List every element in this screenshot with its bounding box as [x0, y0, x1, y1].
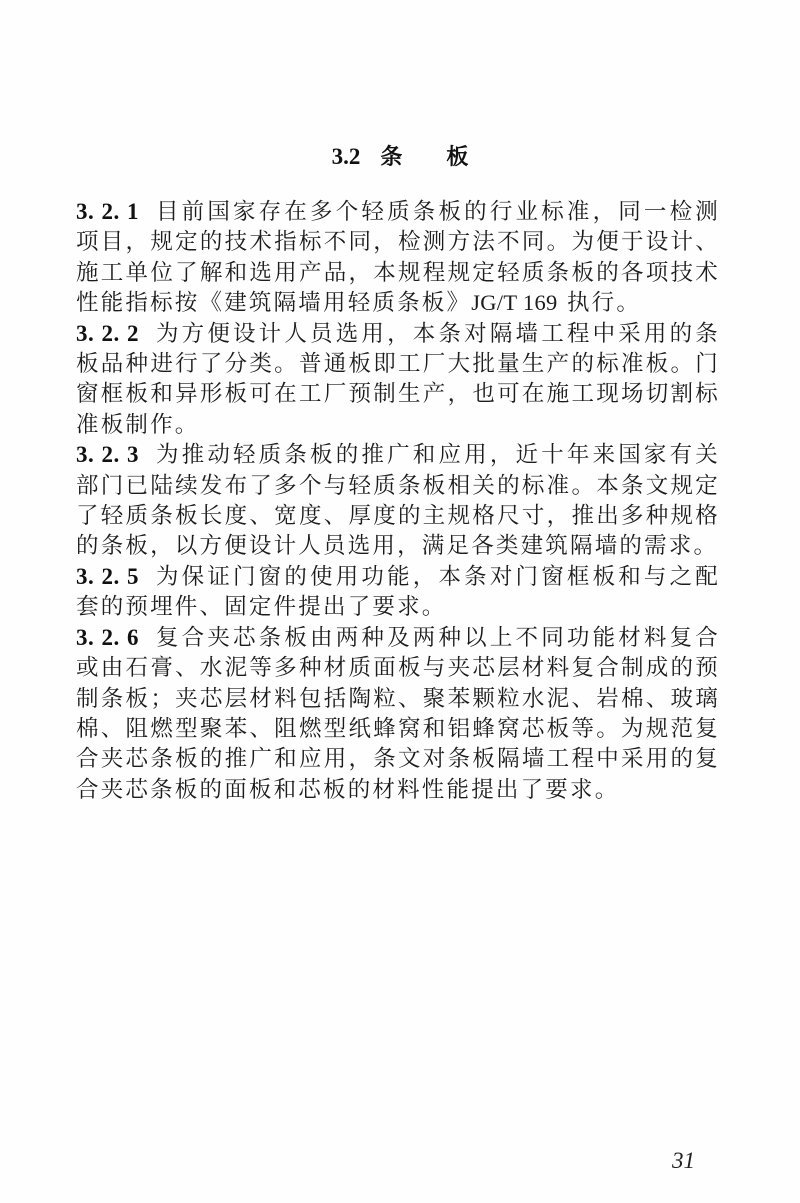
- clause-3-2-2: [76, 319, 720, 441]
- clause-text: 复合夹芯条板由两种及两种以上不同功能材料复合或由石膏、水泥等多种材质面板与夹芯层材料复合制成的预制条板；夹芯层材料包括陶粒、聚苯颗粒水泥、岩棉、玻璃棉、阻燃型聚苯、阻燃型纸蜂窝和铝蜂窝芯板等。为规范复合夹芯条板的推广和应用，条文对条板隔墙工程中采用的复合夹芯条板的面板和芯板的材料性能提出了要求。: [76, 624, 720, 803]
- section-heading: [0, 140, 800, 174]
- page-number: 31: [672, 1148, 695, 1173]
- standard-code: JG/T 169: [471, 290, 558, 316]
- clause-3-2-3: [76, 440, 720, 562]
- clauses-body: [76, 197, 720, 805]
- clause-text: 为保证门窗的使用功能，本条对门窗框板和与之配套的预埋件、固定件提出了要求。: [76, 563, 720, 621]
- section-number: 3.2: [331, 144, 361, 169]
- clause-number: 3. 2. 3: [76, 442, 139, 468]
- section-title-char-2: 板: [446, 144, 469, 170]
- clause-3-2-6: [76, 623, 720, 805]
- clause-number: 3. 2. 2: [76, 320, 139, 346]
- section-title-char-1: 条: [380, 144, 403, 170]
- clause-3-2-5: [76, 562, 720, 623]
- clause-text: 为方便设计人员选用，本条对隔墙工程中采用的条板品种进行了分类。普通板即工厂大批量生产的标准板。门窗框板和异形板可在工厂预制生产，也可在施工现场切割标准板制作。: [76, 320, 720, 438]
- clause-number: 3. 2. 6: [76, 624, 139, 650]
- clause-3-2-1: [76, 197, 720, 319]
- clause-text: 目前国家存在多个轻质条板的行业标准，同一检测项目，规定的技术指标不同，检测方法不同。为便于设计、施工单位了解和选用产品，本规程规定轻质条板的各项技术性能指标按《建筑隔墙用轻质条板》: [76, 199, 720, 317]
- clause-text-end: 执行。: [566, 290, 642, 317]
- clause-text: 为推动轻质条板的推广和应用，近十年来国家有关部门已陆续发布了多个与轻质条板相关的标准。本条文规定了轻质条板长度、宽度、厚度的主规格尺寸，推出多种规格的条板，以方便设计人员选用，满足各类建筑隔墙的需求。: [76, 442, 720, 560]
- clause-number: 3. 2. 5: [76, 563, 139, 589]
- clause-number: 3. 2. 1: [76, 199, 139, 224]
